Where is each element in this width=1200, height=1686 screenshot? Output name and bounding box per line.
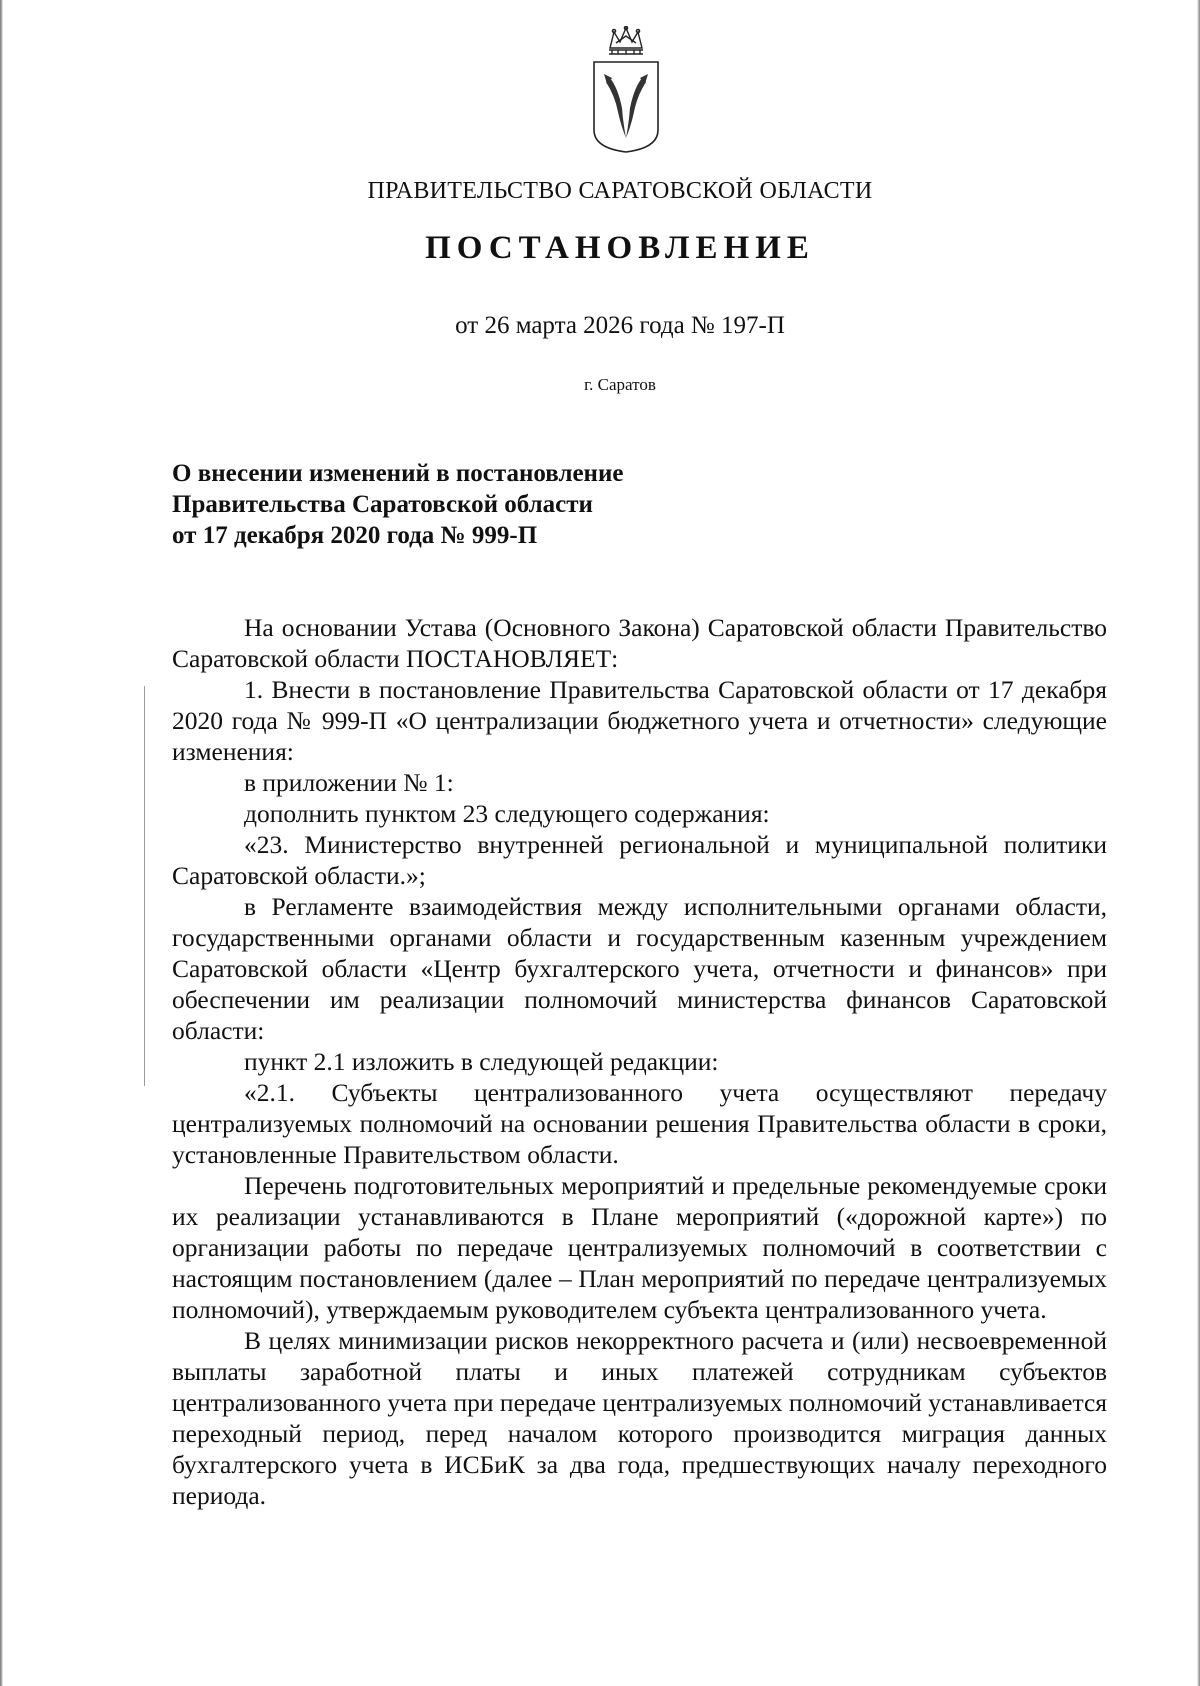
document-city: г. Саратов [584,375,656,394]
document-date-number: от 26 марта 2026 года № 197-П [455,312,785,339]
body-paragraph: Перечень подготовительных мероприятий и предельные рекомендуемые сроки их реализации устанавливаются в Плане мероприятий («дорожной карте») по организации работы по передаче централизуемых полномочий в соответствии с настоящим постановлением (далее – План мероприятий по передаче централизуемых полномочий), утверждаемым руководителем субъекта централизованного учета. [172,1171,1107,1324]
body-paragraph: в Регламенте взаимодействия между исполнительными органами области, государственными органами области и государственным казенным учреждением Саратовской области «Центр бухгалтерского учета, отчетности и финансов» при обеспечении им реализации полномочий министерства финансов Саратовской области: [172,892,1107,1045]
saratov-coat-of-arms-icon [588,26,664,154]
title-line: Правительства Саратовской области [172,491,593,518]
body-paragraph: В целях минимизации рисков некорректного расчета и (или) несвоевременной выплаты заработной платы и иных платежей сотрудникам субъектов централизованного учета при передаче централизуемых полномочий устанавливается переходный период, перед началом которого производится миграция данных бухгалтерского учета в ИСБиК за два года, предшествующих началу переходного периода. [172,1326,1107,1510]
document-type: ПОСТАНОВЛЕНИЕ [425,230,815,266]
body-paragraph: дополнить пунктом 23 следующего содержания: [244,799,770,828]
organization-name: ПРАВИТЕЛЬСТВО САРАТОВСКОЙ ОБЛАСТИ [367,178,873,204]
margin-revision-line [144,686,145,1086]
document-title [172,458,623,551]
body-paragraph: «2.1. Субъекты централизованного учета осуществляют передачу централизуемых полномочий на основании решения Правительства области в сроки, установленные Правительством области. [172,1078,1107,1169]
title-line: от 17 декабря 2020 года № 999-П [172,522,538,549]
body-paragraph: в приложении № 1: [244,768,454,797]
title-line: О внесении изменений в постановление [172,460,624,487]
body-paragraph: «23. Министерство внутренней региональной и муниципальной политики Саратовской области.»; [172,830,1107,890]
body-paragraph: пункт 2.1 изложить в следующей редакции: [244,1047,719,1076]
body-paragraph: 1. Внести в постановление Правительства Саратовской области от 17 декабря 2020 года № 999-П «О централизации бюджетного учета и отчетности» следующие изменения: [172,675,1107,766]
body-paragraph: На основании Устава (Основного Закона) Саратовской области Правительство Саратовской области ПОСТАНОВЛЯЕТ: [172,613,1107,673]
document-body [172,612,1107,1511]
